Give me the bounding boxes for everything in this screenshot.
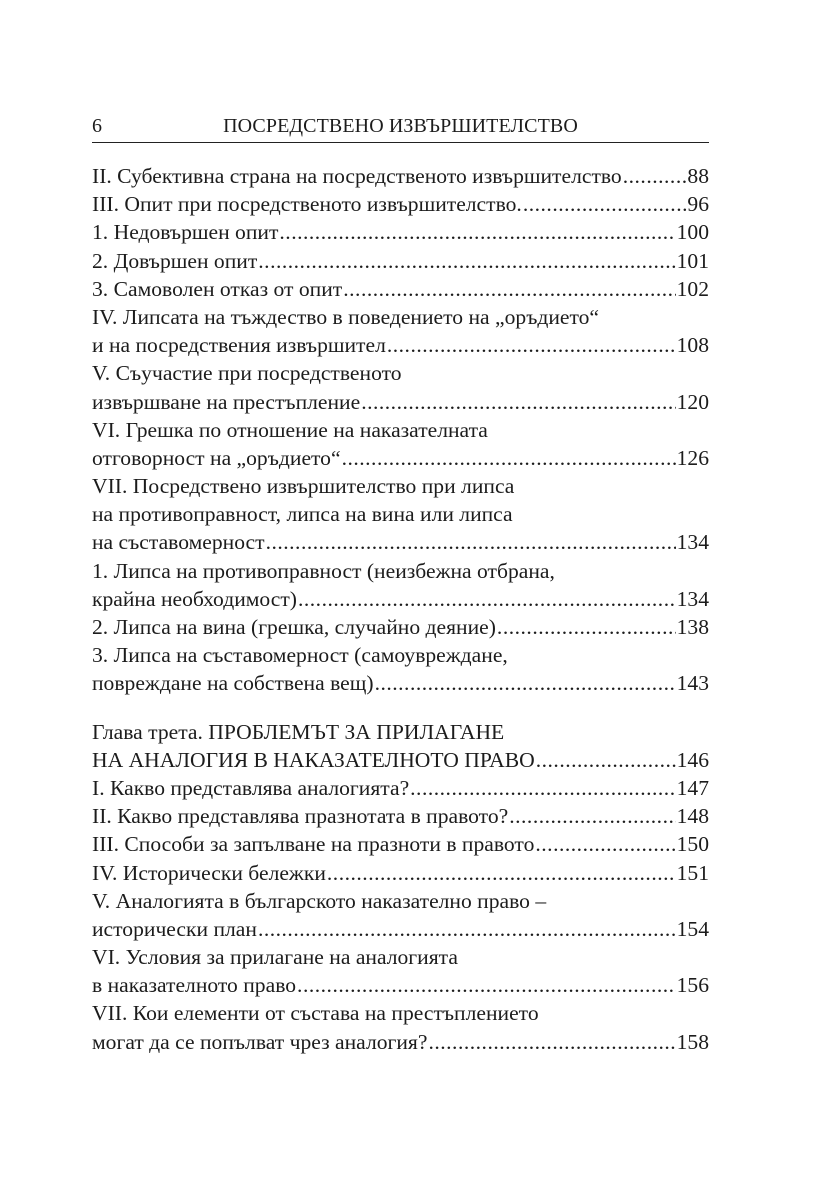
toc-page-number: 146 — [676, 747, 709, 772]
toc-page-number: 156 — [676, 973, 709, 998]
toc-page-number: 138 — [676, 615, 709, 639]
toc-entry — [92, 613, 709, 641]
toc-entry-title: 2. Липса на вина (грешка, случайно деяние) — [92, 615, 496, 639]
toc-entry-line-with-page — [92, 774, 709, 802]
dot-leader — [535, 830, 675, 858]
toc-entry — [92, 943, 709, 999]
toc-entry-line-with-page — [92, 859, 709, 887]
toc-section-chapter-two — [92, 162, 709, 698]
toc-entry — [92, 718, 709, 774]
toc-entry-title-line: V. Аналогията в българското наказателно право – — [92, 888, 547, 913]
dot-leader — [258, 915, 676, 943]
toc-page-number: 100 — [676, 220, 709, 245]
toc-entry-title-line: VI. Грешка по отношение на наказателната — [92, 417, 488, 442]
toc-entry — [92, 830, 709, 858]
toc-page-number: 134 — [676, 586, 709, 611]
toc-entry — [92, 416, 709, 472]
toc-entry-title: могат да се попълват чрез аналогия? — [92, 1029, 428, 1054]
toc-entry-title-line: Глава трета. ПРОБЛЕМЪТ ЗА ПРИЛАГАНЕ — [92, 719, 505, 744]
toc-entry — [92, 641, 709, 697]
toc-entry — [92, 999, 709, 1055]
toc-entry — [92, 275, 709, 303]
toc-entry — [92, 802, 709, 830]
toc-entry-title: исторически план — [92, 916, 257, 941]
toc-entry-title-line: IV. Липсата на тъждество в поведението на „оръдието“ — [92, 304, 600, 329]
toc-entry-line-with-page — [92, 218, 709, 246]
toc-entry-title-line: VI. Условия за прилагане на аналогията — [92, 945, 458, 970]
page-header — [92, 108, 709, 143]
toc-entry-title-line: VII. Кои елементи от състава на престъплението — [92, 1001, 539, 1026]
toc-entry-title: III. Опит при посредственото извършителство. — [92, 192, 522, 217]
toc-entry-line-with-page — [92, 275, 709, 303]
toc-entry-title: НА АНАЛОГИЯ В НАКАЗАТЕЛНОТО ПРАВО — [92, 747, 535, 772]
dot-leader — [387, 331, 676, 359]
section-spacer — [92, 698, 709, 718]
toc-entry — [92, 472, 709, 557]
toc-page-number: 158 — [676, 1029, 709, 1054]
toc-entry-title-line: VII. Посредствено извършителство при липса — [92, 474, 515, 499]
toc-entry-title: 3. Самоволен отказ от опит — [92, 276, 343, 301]
toc-page-number: 102 — [676, 276, 709, 301]
toc-entry-title: крайна необходимост) — [92, 586, 297, 611]
toc-entry-line-with-page — [92, 802, 709, 830]
toc-entry-title: и на посредствения извършител — [92, 333, 386, 358]
toc-entry — [92, 218, 709, 246]
toc-page-number: 101 — [676, 248, 709, 273]
toc-entry — [92, 774, 709, 802]
toc-entry — [92, 162, 709, 190]
toc-entry-line-with-page — [92, 190, 709, 218]
dot-leader — [343, 275, 675, 303]
toc-entry-line-with-page — [92, 444, 709, 472]
toc-entry — [92, 247, 709, 275]
toc-entry-title-line: 1. Липса на противоправност (неизбежна отбрана, — [92, 558, 555, 583]
toc-entry-title: отговорност на „оръдието“ — [92, 445, 341, 470]
toc-entry-line-with-page — [92, 247, 709, 275]
toc-entry-title: IV. Исторически бележки — [92, 860, 326, 885]
dot-leader — [375, 669, 676, 697]
toc-entry-line-with-page — [92, 971, 709, 999]
toc-entry — [92, 557, 709, 613]
toc-entry-line-with-page — [92, 830, 709, 858]
dot-leader — [266, 528, 676, 556]
toc-entry-line-with-page — [92, 613, 709, 641]
dot-leader — [361, 388, 675, 416]
running-title: ПОСРЕДСТВЕНО ИЗВЪРШИТЕЛСТВО — [223, 115, 578, 137]
dot-leader — [536, 746, 676, 774]
toc-entry-title-line: V. Съучастие при посредственото — [92, 361, 402, 386]
toc-entry — [92, 190, 709, 218]
dot-leader — [497, 613, 676, 641]
table-of-contents — [92, 162, 709, 1056]
toc-entry — [92, 887, 709, 943]
toc-page-number: 150 — [676, 832, 709, 857]
toc-entry-line-with-page — [92, 585, 709, 613]
toc-page-number: 88 — [687, 164, 709, 188]
toc-entry-line-with-page — [92, 388, 709, 416]
toc-page-number: 151 — [676, 860, 709, 885]
dot-leader — [327, 859, 676, 887]
toc-page-number: 108 — [676, 333, 709, 358]
toc-entry-title-line: на противоправност, липса на вина или липса — [92, 502, 513, 527]
toc-page-number: 154 — [676, 916, 709, 941]
dot-leader — [342, 444, 676, 472]
toc-entry-title: 1. Недовършен опит — [92, 220, 279, 245]
toc-entry-line-with-page — [92, 915, 709, 943]
dot-leader — [623, 162, 687, 190]
dot-leader — [410, 774, 675, 802]
toc-entry-line-with-page — [92, 162, 709, 190]
dot-leader — [523, 190, 687, 218]
toc-page-number: 120 — [676, 389, 709, 414]
dot-leader — [298, 585, 676, 613]
toc-entry-line-with-page — [92, 746, 709, 774]
toc-entry-title: на съставомерност — [92, 530, 265, 555]
dot-leader — [279, 218, 675, 246]
toc-entry — [92, 359, 709, 415]
toc-entry-line-with-page — [92, 669, 709, 697]
toc-entry-title: 2. Довършен опит — [92, 248, 258, 273]
toc-entry-line-with-page — [92, 528, 709, 556]
toc-entry — [92, 303, 709, 359]
toc-entry-line-with-page — [92, 331, 709, 359]
page-number: 6 — [92, 115, 102, 137]
toc-entry-title: II. Какво представлява празнотата в правото? — [92, 804, 509, 829]
toc-page-number: 143 — [676, 671, 709, 696]
toc-page-number: 96 — [687, 192, 709, 217]
toc-entry-title: I. Какво представлява аналогията? — [92, 775, 410, 800]
toc-page-number: 134 — [676, 530, 709, 555]
toc-entry-title: II. Субективна страна на посредственото извършителство — [92, 164, 622, 188]
toc-page-number: 126 — [676, 445, 709, 470]
toc-entry — [92, 859, 709, 887]
toc-page-number: 147 — [676, 775, 709, 800]
dot-leader — [258, 247, 675, 275]
toc-section-chapter-three — [92, 718, 709, 1056]
toc-page-number: 148 — [676, 804, 709, 829]
toc-entry-title-line: 3. Липса на съставомерност (самоувреждане, — [92, 643, 508, 668]
toc-entry-title: повреждане на собствена вещ) — [92, 671, 374, 696]
toc-entry-title: извършване на престъпление — [92, 389, 361, 414]
dot-leader — [509, 802, 675, 830]
dot-leader — [297, 971, 676, 999]
toc-entry-title: III. Способи за запълване на празноти в правото — [92, 832, 535, 857]
toc-entry-title: в наказателното право — [92, 973, 297, 998]
toc-entry-line-with-page — [92, 1028, 709, 1056]
dot-leader — [428, 1028, 675, 1056]
